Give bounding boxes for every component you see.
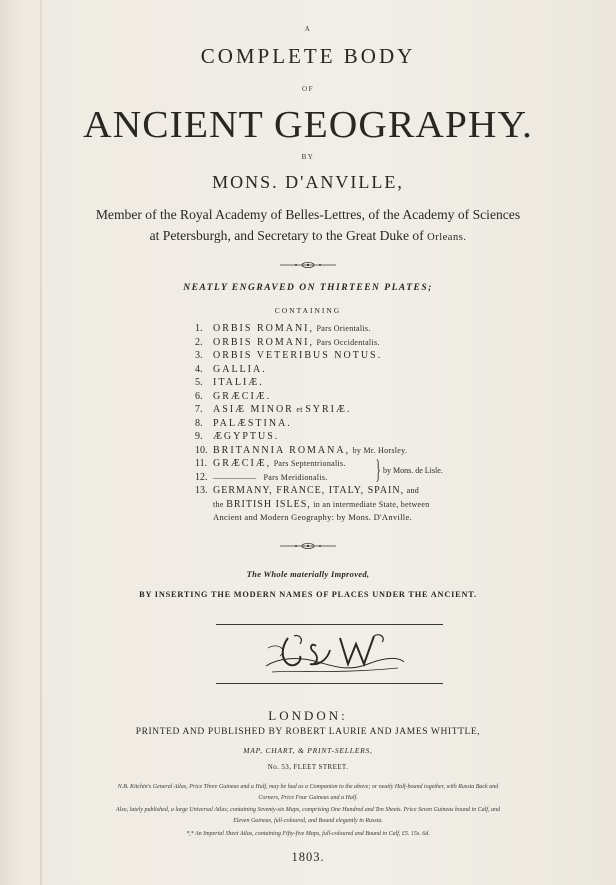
- plate-number: 10.: [195, 444, 208, 456]
- plate-note: Pars Meridionalis.: [263, 472, 328, 482]
- rule-bottom: [216, 683, 443, 684]
- imprint-city: LONDON:: [268, 708, 348, 723]
- plate-name: ÆGYPTUS.: [213, 431, 280, 442]
- orleans-smallcaps: Orleans.: [427, 232, 467, 243]
- plate-row: [195, 417, 430, 431]
- plate-name: PALÆSTINA.: [213, 417, 292, 429]
- title-of: OF: [302, 85, 314, 93]
- plate-number: 3.: [195, 350, 203, 361]
- plate-row: [195, 484, 430, 498]
- ornament-divider-middle: [278, 540, 338, 552]
- plate-name: GRÆCIÆ,: [213, 458, 272, 469]
- plate-name: GERMANY, FRANCE, ITALY, SPAIN,: [213, 485, 405, 496]
- author-name: MONS. D'ANVILLE,: [212, 172, 404, 192]
- note-kitchin-2: Corners, Price Four Guineas and a Half.: [258, 795, 358, 801]
- title-line-2: ANCIENT GEOGRAPHY.: [83, 104, 533, 146]
- plate-note: et: [296, 405, 303, 414]
- plate-row: [195, 403, 430, 417]
- plate-number: 12.: [195, 471, 208, 483]
- plate-row: [195, 363, 430, 377]
- plate-13-cont-2: [195, 511, 430, 525]
- brace-note: by Mons. de Lisle.: [383, 466, 443, 475]
- plate-note: and: [406, 486, 420, 495]
- plate-name: ITALIÆ.: [213, 377, 264, 388]
- plate-13-cont-post: in an intermediate State, between: [313, 499, 430, 509]
- plate-13-cont-text: Ancient and Modern Geography: by Mons. D'Anville.: [213, 512, 412, 522]
- ornament-divider-top: [278, 259, 338, 271]
- inserting-names: BY INSERTING THE MODERN NAMES OF PLACES UNDER THE ANCIENT.: [139, 590, 477, 599]
- plate-name: ORBIS VETERIBUS NOTUS.: [213, 350, 383, 361]
- plate-name: ORBIS ROMANI,: [213, 323, 315, 334]
- plate-name-dash: ——————: [213, 472, 255, 482]
- plate-name: GALLIA.: [213, 363, 267, 375]
- plate-note: by Mr. Horsley.: [352, 445, 408, 455]
- plate-note: Pars Occidentalis.: [316, 337, 380, 347]
- plate-row: [195, 349, 430, 363]
- plate-name: ORBIS ROMANI,: [213, 336, 315, 348]
- plate-number: 8.: [195, 417, 203, 429]
- containing-label: CONTAINING: [274, 306, 342, 315]
- note-kitchin-1: N.B. Kitchin's General Atlas, Price Three Guineas and a Half, may be had as a Companion to the above; or neatly Half-bound together, with Russia Back and: [117, 784, 499, 790]
- plate-13-cont-name: BRITISH ISLES,: [226, 498, 311, 510]
- author-description-1: Member of the Royal Academy of Belles-Lettres, of the Academy of Sciences: [95, 207, 521, 222]
- rule-top: [216, 624, 443, 625]
- plate-number: 13.: [195, 485, 208, 496]
- plate-name: BRITANNIA ROMANA,: [213, 444, 351, 456]
- plate-number: 11.: [195, 458, 208, 469]
- plates-heading: NEATLY ENGRAVED ON THIRTEEN PLATES;: [183, 283, 433, 293]
- plate-name-2: SYRIÆ.: [305, 404, 352, 415]
- imprint-printed: PRINTED AND PUBLISHED BY ROBERT LAURIE AND JAMES WHITTLE,: [135, 727, 481, 737]
- plate-number: 1.: [195, 323, 203, 334]
- plate-row: [195, 322, 430, 336]
- note-imperial: *,* An Imperial Sheet Atlas, containing Fifty-five Maps, full-coloured and Bound in Calf, £5. 15s. 6d.: [186, 831, 430, 837]
- whole-improved: The Whole materially Improved,: [246, 569, 370, 579]
- article-a: A: [304, 25, 312, 33]
- title-by: BY: [301, 153, 315, 161]
- plate-note: Pars Septentrionalis.: [273, 459, 346, 468]
- plate-name: GRÆCIÆ.: [213, 390, 272, 402]
- author-description-2: [0, 228, 616, 244]
- author-description-2-text: at Petersburgh, and Secretary to the Great Duke of: [149, 228, 428, 243]
- lw-monogram-logo: [258, 628, 408, 678]
- note-universal-1: Also, lately published, a large Universal Atlas; containing Seventy-six Maps, comprising One Hundred and Ten Sheets. Price Seven Guineas bound in Calf, and: [116, 807, 500, 813]
- plate-number: 2.: [195, 336, 203, 348]
- plate-rows-11-12: [195, 455, 443, 484]
- plate-number: 5.: [195, 377, 203, 388]
- plate-name: ASIÆ MINOR: [213, 404, 294, 415]
- plate-number: 9.: [195, 431, 203, 442]
- note-universal-2: Eleven Guineas, full-coloured, and Bound elegantly in Russia.: [233, 818, 383, 824]
- imprint-trade: MAP, CHART, & PRINT-SELLERS,: [243, 746, 373, 755]
- plate-number: 6.: [195, 390, 203, 402]
- imprint-address: No. 53, FLEET STREET.: [267, 763, 349, 771]
- plate-row: [195, 444, 430, 458]
- plate-row: [195, 430, 430, 444]
- brace-glyph: }: [375, 455, 382, 484]
- plate-13-cont-pre: the: [213, 499, 224, 509]
- plate-number: 4.: [195, 363, 203, 375]
- title-line-1: COMPLETE BODY: [200, 44, 416, 68]
- plate-row: [195, 336, 430, 350]
- publication-year: 1803.: [291, 850, 325, 864]
- plate-note: Pars Orientalis.: [316, 324, 371, 333]
- plate-row: [195, 376, 430, 390]
- plate-row: [195, 390, 430, 404]
- plate-13-cont-1: [195, 498, 430, 512]
- plate-number: 7.: [195, 404, 203, 415]
- plates-list: [195, 322, 443, 525]
